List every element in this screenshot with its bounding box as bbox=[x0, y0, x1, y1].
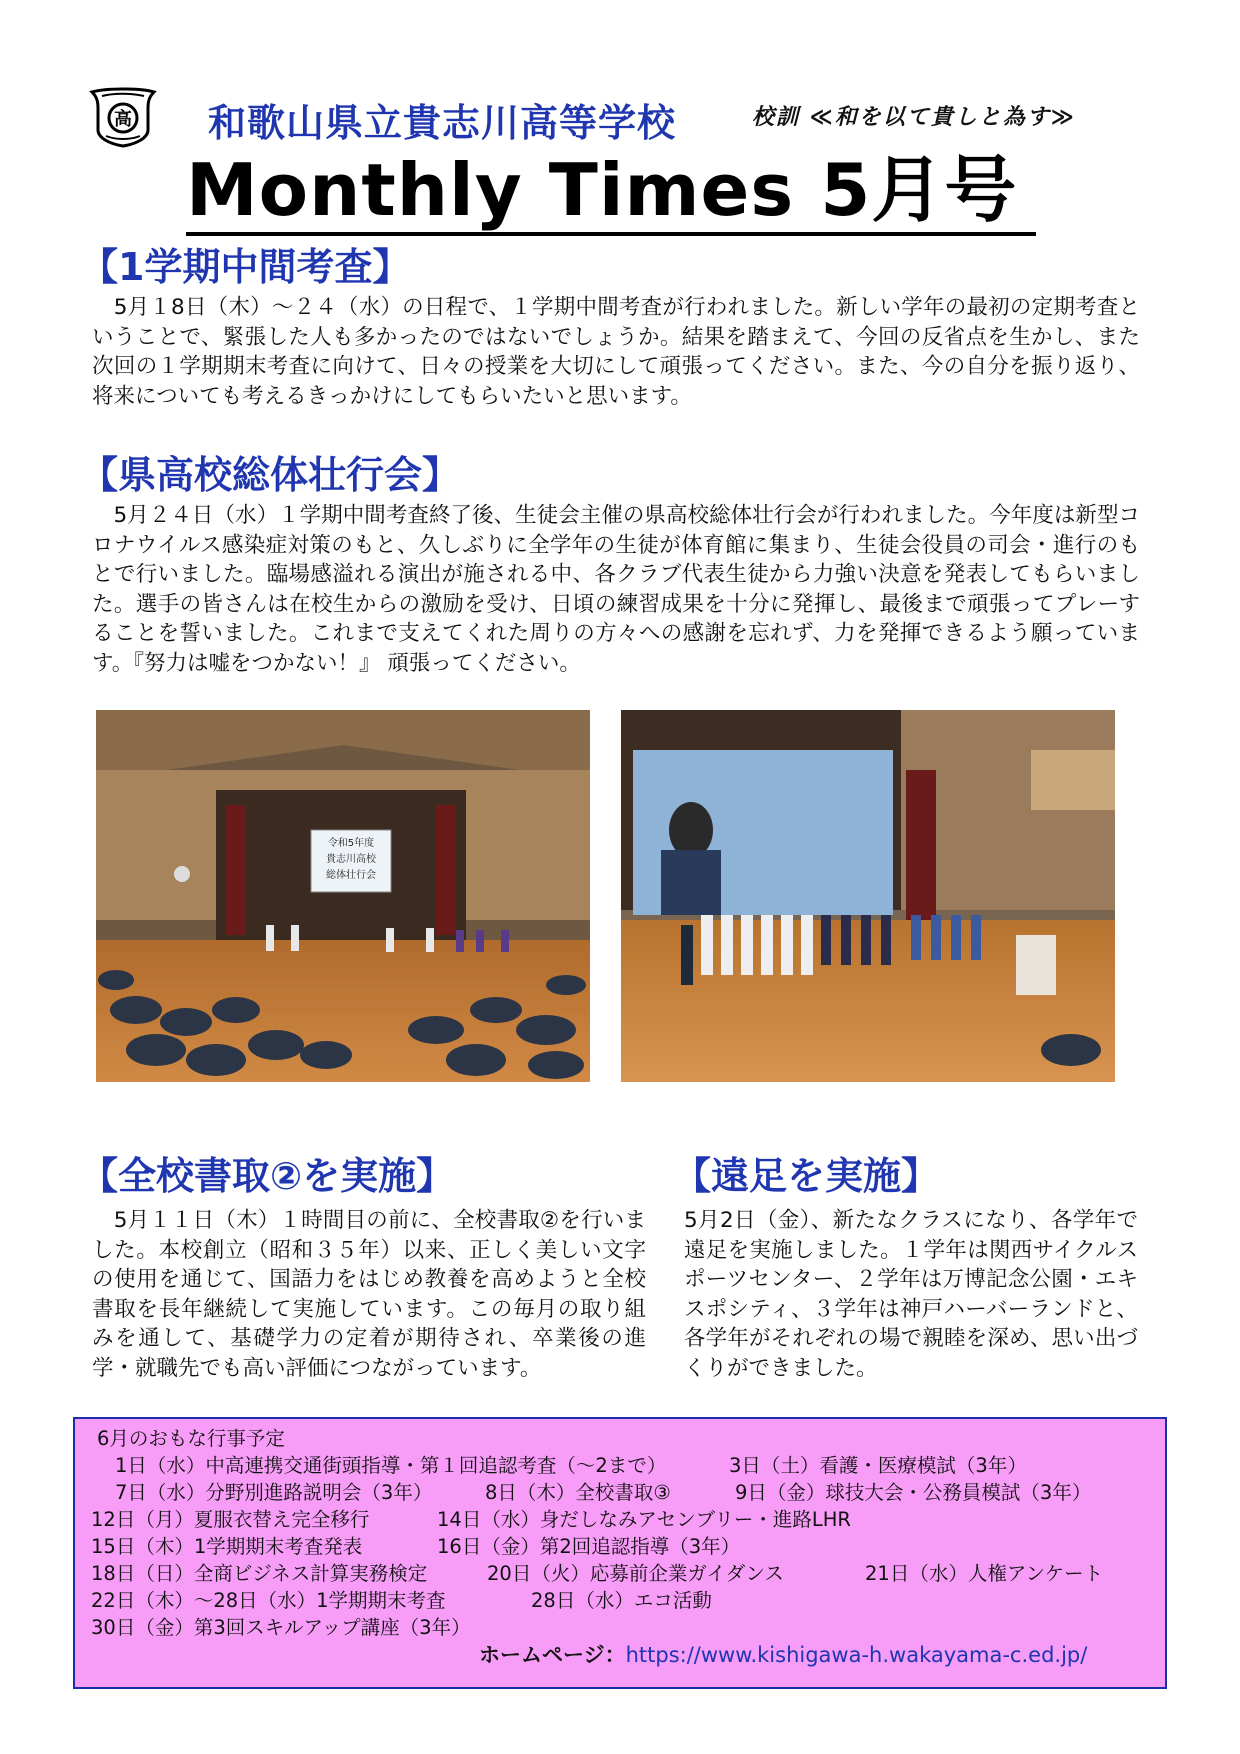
exam-section-title: 【1学期中間考査】 bbox=[80, 245, 411, 289]
rally-section-body: 5月２４日（水）１学期中間考査終了後、生徒会主催の県高校総体壮行会が行われました。今年度は新型コロナウイルス感染症対策のもと、久しぶりに全学年の生徒が体育館に集まり、生徒会役員の司会・進行のもとで行いました。臨場感溢れる演出が施される中、各クラブ代表生徒から力強い決意を発表してもらいました。選手の皆さんは在校生からの激励を受け、日頃の練習成果を十分に発揮し、最後まで頑張ってプレーすることを誓いました。これまで支えてくれた周りの方々への感謝を忘れず、力を発揮できるよう願っています。『努力は嘘をつかない！』 頑張ってください。 bbox=[92, 503, 1140, 676]
event-item: 15日（木）1学期期末考査発表 bbox=[91, 1535, 363, 1558]
homepage-line bbox=[479, 1643, 1087, 1667]
event-item: 16日（金）第2回追認指導（3年） bbox=[437, 1535, 741, 1558]
event-item: 3日（土）看護・医療模試（3年） bbox=[729, 1454, 1027, 1477]
event-item: 9日（金）球技大会・公務員模試（3年） bbox=[735, 1481, 1092, 1504]
school-name: 和歌山県立貴志川高等学校 bbox=[208, 101, 677, 145]
event-item: 8日（木）全校書取③ bbox=[485, 1481, 671, 1504]
homepage-label: ホームページ： bbox=[479, 1643, 626, 1667]
event-item: 21日（水）人権アンケート bbox=[865, 1562, 1104, 1585]
calligraphy-section-title: 【全校書取②を実施】 bbox=[80, 1154, 455, 1198]
screen-line-1: 令和5年度 bbox=[327, 838, 375, 849]
calligraphy-section-body: 5月１１日（木）１時間目の前に、全校書取②を行いました。本校創立（昭和３５年）以来、正しく美しい文字の使用を通じて、国語力をはじめ教養を高めようと全校書取を長年継続して実施しています。この毎月の取り組みを通して、基礎学力の定着が期待され、卒業後の進学・就職先でも高い評価につながっています。 bbox=[92, 1208, 646, 1381]
excursion-section-title: 【遠足を実施】 bbox=[673, 1154, 940, 1198]
school-motto: 校訓 ≪和を以て貴しと為す≫ bbox=[752, 105, 1076, 130]
event-item: 7日（水）分野別進路説明会（3年） bbox=[115, 1481, 433, 1504]
school-emblem-icon bbox=[88, 86, 158, 148]
stage-speech-photo bbox=[621, 710, 1115, 1082]
svg-text:高: 高 bbox=[114, 109, 132, 130]
june-events-panel bbox=[73, 1417, 1167, 1689]
event-item: 22日（木）～28日（水）1学期期末考査 bbox=[91, 1589, 446, 1612]
events-heading: 6月のおもな行事予定 bbox=[97, 1427, 285, 1450]
event-item: 12日（月）夏服衣替え完全移行 bbox=[91, 1508, 370, 1531]
event-item: 14日（水）身だしなみアセンブリー・進路LHR bbox=[437, 1508, 851, 1531]
gym-assembly-photo bbox=[96, 710, 590, 1082]
newsletter-masthead: Monthly Times 5月号 bbox=[186, 148, 1018, 232]
rally-section-title: 【県高校総体壮行会】 bbox=[80, 453, 461, 497]
masthead-underline bbox=[186, 232, 1036, 236]
event-item: 20日（火）応募前企業ガイダンス bbox=[487, 1562, 784, 1585]
screen-line-2: 貴志川高校 bbox=[326, 854, 376, 865]
excursion-section-body: 5月2日（金）、新たなクラスになり、各学年で遠足を実施しました。１学年は関西サイクルスポーツセンター、２学年は万博記念公園・エキスポシティ、３学年は神戸ハーバーランドと、各学年がそれぞれの場で親睦を深め、思い出づくりができました。 bbox=[684, 1208, 1138, 1381]
exam-section-body: 5月１8日（木）～２４（水）の日程で、１学期中間考査が行われました。新しい学年の最初の定期考査ということで、緊張した人も多かったのではないでしょうか。結果を踏まえて、今回の反省点を生かし、また次回の１学期期末考査に向けて、日々の授業を大切にして頑張ってください。また、今の自分を振り返り、将来についても考えるきっかけにしてもらいたいと思います。 bbox=[92, 295, 1140, 409]
event-item: 1日（水）中高連携交通街頭指導・第１回追認考査（～2まで） bbox=[115, 1454, 667, 1477]
event-item: 18日（日）全商ビジネス計算実務検定 bbox=[91, 1562, 428, 1585]
homepage-link[interactable]: https://www.kishigawa-h.wakayama-c.ed.jp/ bbox=[625, 1643, 1088, 1667]
event-item: 28日（水）エコ活動 bbox=[531, 1589, 712, 1612]
screen-line-3: 総体壮行会 bbox=[326, 870, 376, 881]
event-item: 30日（金）第3回スキルアップ講座（3年） bbox=[91, 1616, 471, 1639]
